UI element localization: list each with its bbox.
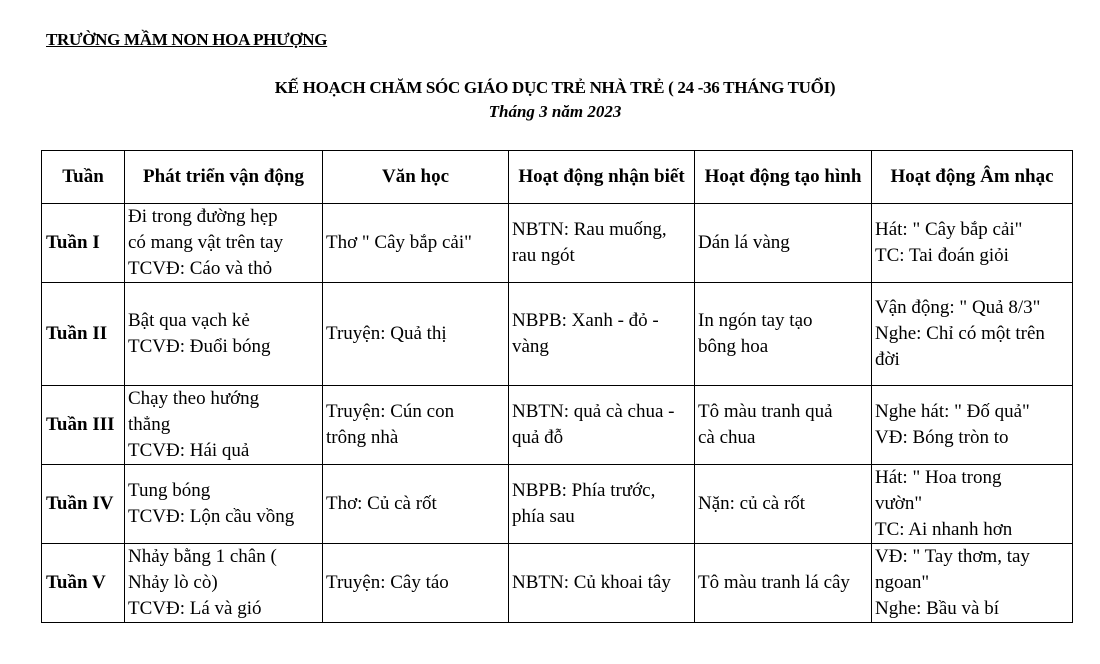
cell-week: Tuần II (42, 283, 125, 386)
plan-table (41, 150, 1073, 623)
header-cognition: Hoạt động nhận biết (509, 151, 695, 204)
cell-cognition: NBTN: Rau muống, rau ngót (509, 204, 695, 283)
cell-music: Hát: " Cây bắp cải" TC: Tai đoán giỏi (872, 204, 1073, 283)
header-week: Tuần (42, 151, 125, 204)
header-music: Hoạt động Âm nhạc (872, 151, 1073, 204)
cell-literature: Truyện: Quả thị (323, 283, 509, 386)
document-subtitle: Tháng 3 năm 2023 (488, 102, 622, 121)
cell-motor: Tung bóng TCVĐ: Lộn cầu vồng (125, 465, 323, 544)
table-row (42, 465, 1073, 544)
cell-music: VĐ: " Tay thơm, tay ngoan" Nghe: Bầu và bí (872, 544, 1073, 623)
header-literature: Văn học (323, 151, 509, 204)
cell-art: In ngón tay tạo bông hoa (695, 283, 872, 386)
cell-week: Tuần I (42, 204, 125, 283)
cell-literature: Truyện: Cún con trông nhà (323, 386, 509, 465)
cell-cognition: NBTN: quả cà chua - quả đỗ (509, 386, 695, 465)
cell-music: Vận động: " Quả 8/3" Nghe: Chỉ có một trên đời (872, 283, 1073, 386)
cell-art: Tô màu tranh lá cây (695, 544, 872, 623)
cell-literature: Thơ: Củ cà rốt (323, 465, 509, 544)
cell-week: Tuần V (42, 544, 125, 623)
document-title: KẾ HOẠCH CHĂM SÓC GIÁO DỤC TRẺ NHÀ TRẺ ( 24 -36 THÁNG TUỔI) (274, 78, 836, 97)
cell-week: Tuần IV (42, 465, 125, 544)
table-row (42, 544, 1073, 623)
cell-cognition: NBPB: Phía trước, phía sau (509, 465, 695, 544)
cell-music: Hát: " Hoa trong vườn" TC: Ai nhanh hơn (872, 465, 1073, 544)
cell-art: Nặn: củ cà rốt (695, 465, 872, 544)
table-header-row (42, 151, 1073, 204)
cell-motor: Đi trong đường hẹp có mang vật trên tay TCVĐ: Cáo và thỏ (125, 204, 323, 283)
header-art: Hoạt động tạo hình (695, 151, 872, 204)
cell-motor: Chạy theo hướng thẳng TCVĐ: Hái quả (125, 386, 323, 465)
cell-music: Nghe hát: " Đố quả" VĐ: Bóng tròn to (872, 386, 1073, 465)
cell-cognition: NBPB: Xanh - đỏ - vàng (509, 283, 695, 386)
cell-art: Dán lá vàng (695, 204, 872, 283)
table-row (42, 386, 1073, 465)
header-motor: Phát triển vận động (125, 151, 323, 204)
cell-cognition: NBTN: Củ khoai tây (509, 544, 695, 623)
table-row (42, 204, 1073, 283)
table-row (42, 283, 1073, 386)
cell-literature: Truyện: Cây táo (323, 544, 509, 623)
cell-motor: Nhảy bằng 1 chân ( Nhảy lò cò) TCVĐ: Lá và gió (125, 544, 323, 623)
cell-art: Tô màu tranh quả cà chua (695, 386, 872, 465)
cell-week: Tuần III (42, 386, 125, 465)
school-name: TRƯỜNG MẦM NON HOA PHƯỢNG (46, 30, 328, 49)
cell-motor: Bật qua vạch kẻ TCVĐ: Đuổi bóng (125, 283, 323, 386)
cell-literature: Thơ " Cây bắp cải" (323, 204, 509, 283)
